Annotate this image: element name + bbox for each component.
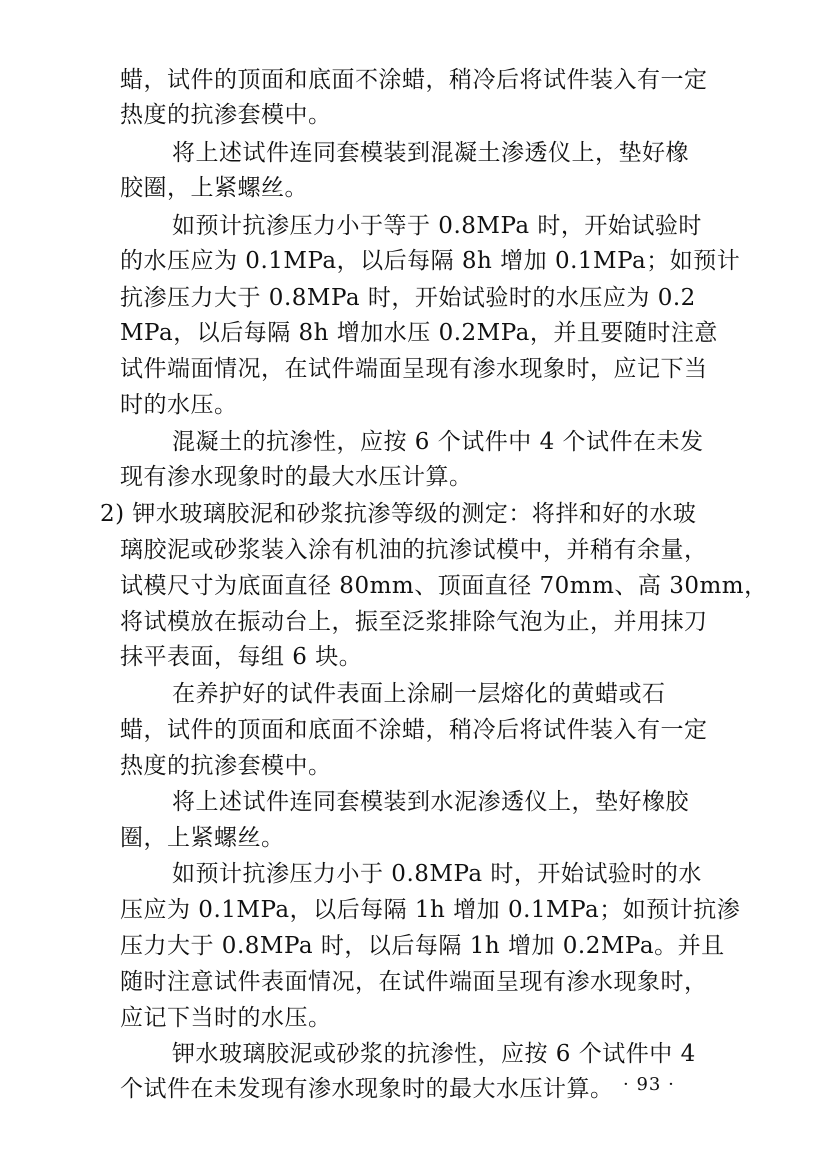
text-line-28: 钾水玻璃胶泥或砂浆的抗渗性，应按 6 个试件中 4 [172, 1041, 696, 1067]
text-line-14: 璃胶泥或砂浆装入涂有机油的抗渗试模中，并稍有余量， [120, 537, 708, 563]
text-line-21: 将上述试件连同套模装到水泥渗透仪上，垫好橡胶 [172, 789, 689, 815]
text-line-2: 热度的抗渗套模中。 [120, 102, 332, 128]
page-number: · 93 · [623, 1074, 675, 1095]
text-line-29: 个试件在未发现有渗水现象时的最大水压计算。 [120, 1076, 614, 1102]
text-line-12: 现有渗水现象时的最大水压计算。 [120, 464, 473, 490]
section-heading-line: 2) 钾水玻璃胶泥和砂浆抗渗等级的测定：将拌和好的水玻 [100, 501, 697, 527]
text-line-10: 时的水压。 [120, 392, 238, 418]
text-line-11: 混凝土的抗渗性，应按 6 个试件中 4 个试件在未发 [172, 429, 704, 455]
text-line-27: 应记下当时的水压。 [120, 1005, 332, 1031]
text-line-8: MPa，以后每隔 8h 增加水压 0.2MPa，并且要随时注意 [120, 320, 718, 346]
text-line-7: 抗渗压力大于 0.8MPa 时，开始试验时的水压应为 0.2 [120, 285, 696, 311]
text-line-24: 压应为 0.1MPa，以后每隔 1h 增加 0.1MPa；如预计抗渗 [120, 897, 741, 923]
text-line-9: 试件端面情况，在试件端面呈现有渗水现象时，应记下当 [120, 356, 708, 382]
text-line-5: 如预计抗渗压力小于等于 0.8MPa 时，开始试验时 [172, 213, 702, 239]
text-line-23: 如预计抗渗压力小于 0.8MPa 时，开始试验时的水 [172, 861, 702, 887]
text-line-4: 胶圈，上紧螺丝。 [120, 175, 308, 201]
text-line-26: 随时注意试件表面情况，在试件端面呈现有渗水现象时， [120, 969, 708, 995]
text-line-3: 将上述试件连同套模装到混凝土渗透仪上，垫好橡 [172, 140, 689, 166]
text-line-15: 试模尺寸为底面直径 80mm、顶面直径 70mm、高 30mm， [120, 573, 768, 599]
text-line-22: 圈，上紧螺丝。 [120, 825, 285, 851]
text-line-1: 蜡，试件的顶面和底面不涂蜡，稍冷后将试件装入有一定 [120, 67, 708, 93]
text-line-16: 将试模放在振动台上，振至泛浆排除气泡为止，并用抹刀 [120, 609, 708, 635]
text-line-25: 压力大于 0.8MPa 时，以后每隔 1h 增加 0.2MPa。并且 [120, 933, 725, 959]
text-line-20: 热度的抗渗套模中。 [120, 753, 332, 779]
text-line-6: 的水压应为 0.1MPa，以后每隔 8h 增加 0.1MPa；如预计 [120, 248, 741, 274]
text-line-18: 在养护好的试件表面上涂刷一层熔化的黄蜡或石 [172, 681, 666, 707]
text-line-17: 抹平表面，每组 6 块。 [120, 644, 363, 670]
text-line-19: 蜡，试件的顶面和底面不涂蜡，稍冷后将试件装入有一定 [120, 717, 708, 743]
